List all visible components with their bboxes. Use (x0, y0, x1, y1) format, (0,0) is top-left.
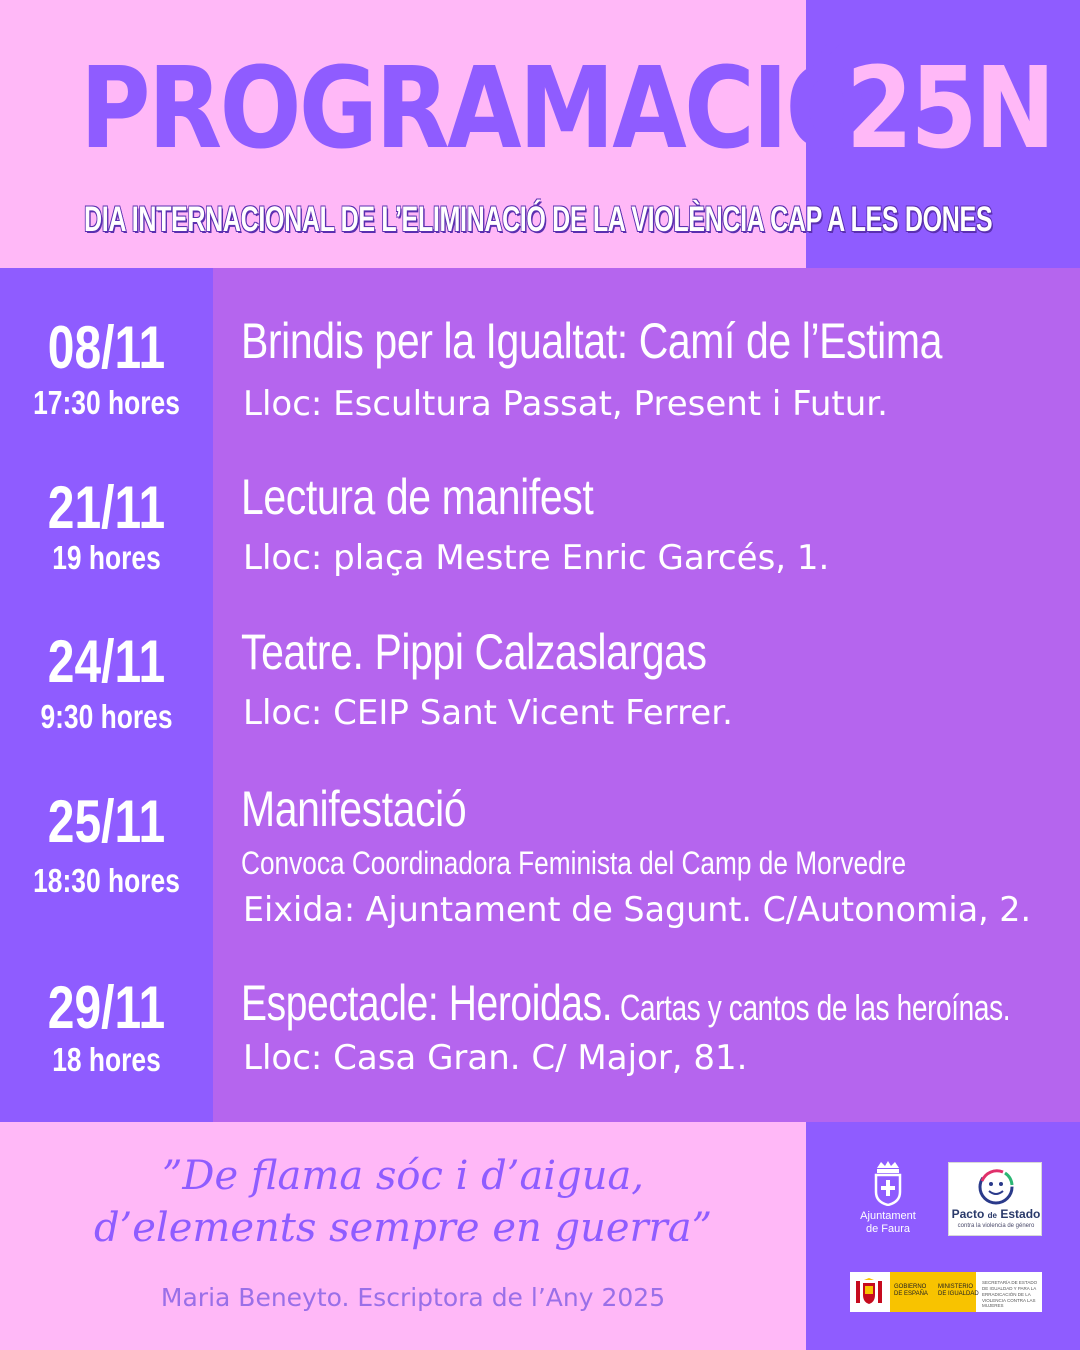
pacto-estado-logo (948, 1162, 1042, 1236)
event-time: 17:30 hores (33, 384, 180, 421)
ajuntament-faura-logo (848, 1160, 928, 1236)
event-time: 9:30 hores (40, 698, 173, 735)
event-organizer: Convoca Coordinadora Feminista del Camp de Morvedre (241, 845, 907, 881)
event-date: 21/11 (47, 474, 166, 541)
quote-line: ”De flama sóc i d’aigua, (161, 1153, 645, 1199)
event-title-extra: Cartas y cantos de las heroínas. (619, 987, 1011, 1028)
event-date: 25/11 (47, 788, 166, 855)
spain-shield-icon (854, 1277, 884, 1307)
quote (0, 1150, 806, 1254)
event-place: Lloc: Escultura Passat, Present i Futur. (243, 384, 888, 424)
event-title-main: Espectacle: Heroidas. (241, 975, 613, 1031)
pacto-title (949, 1207, 1043, 1221)
smile-ring-icon (973, 1167, 1019, 1207)
ministerio-label (938, 1284, 979, 1298)
pacto-word: Pacto (951, 1207, 985, 1221)
event-time: 18:30 hores (33, 862, 180, 899)
event-time: 18 hores (52, 1041, 161, 1078)
event-title: Manifestació (241, 781, 467, 837)
event-title: Brindis per la Igualtat: Camí de l’Estima (241, 313, 942, 369)
gobierno-label (894, 1284, 928, 1298)
ministerio-line: MINISTERIO (938, 1284, 974, 1290)
ministerio-line: DE IGUALDAD (938, 1291, 979, 1298)
quote-author: Maria Beneyto. Escriptora de l’Any 2025 (160, 1283, 666, 1312)
date-tag: 25N (846, 44, 1053, 174)
pacto-subtitle: contra la violencia de género (957, 1223, 1035, 1229)
event-date: 29/11 (47, 974, 166, 1041)
event-title: Lectura de manifest (241, 469, 594, 525)
faura-label: de Faura (865, 1223, 911, 1236)
gobierno-ministerio-logo (850, 1272, 1042, 1312)
event-date: 24/11 (47, 628, 166, 695)
event-title: Teatre. Pippi Calzaslargas (241, 624, 707, 680)
event-place: Eixida: Ajuntament de Sagunt. C/Autonomia, 2. (243, 890, 1032, 930)
event-place: Lloc: Casa Gran. C/ Major, 81. (243, 1038, 748, 1078)
page-title: PROGRAMACIÓ (80, 44, 865, 174)
crest-icon (871, 1160, 905, 1206)
event-date: 08/11 (47, 314, 166, 381)
pacto-word: Estado (1000, 1207, 1041, 1221)
faura-label: Ajuntament (860, 1210, 916, 1222)
event-place: Lloc: plaça Mestre Enric Garcés, 1. (243, 538, 830, 578)
event-place: Lloc: CEIP Sant Vicent Ferrer. (243, 693, 733, 733)
page-subtitle: DIA INTERNACIONAL DE L’ELIMINACIÓ DE LA VIOLÈNCIA CAP A LES DONES (84, 200, 993, 239)
event-title (241, 976, 1010, 1031)
gobierno-line: DE ESPAÑA (894, 1291, 928, 1298)
secretaria-label: SECRETARÍA DE ESTADO DE IGUALDAD Y PARA LA ERRADICACIÓN DE LA VIOLENCIA CONTRA LAS MUJERES (982, 1280, 1038, 1309)
event-time: 19 hores (52, 539, 161, 576)
pacto-word: de (987, 1211, 997, 1220)
quote-line: d’elements sempre en guerra” (93, 1205, 713, 1251)
gobierno-line: GOBIERNO (894, 1284, 927, 1290)
